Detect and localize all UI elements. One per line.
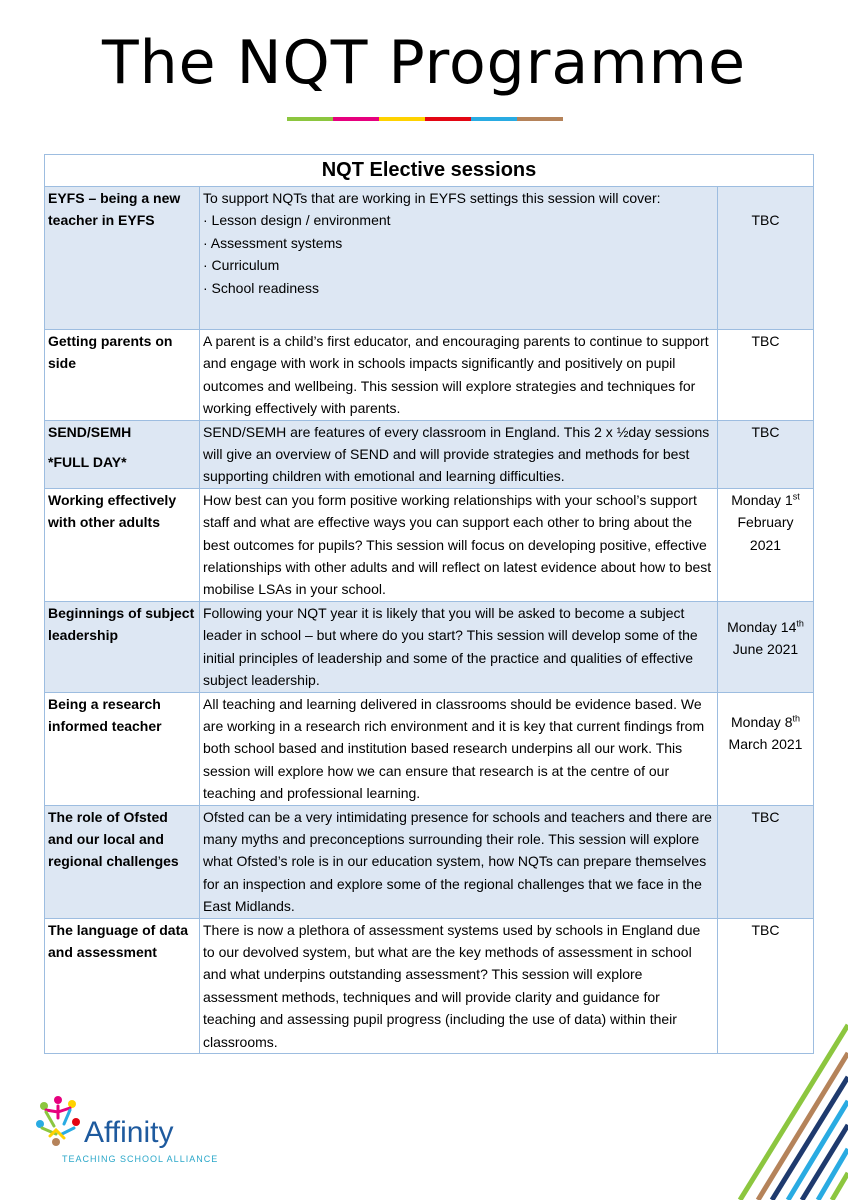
session-description bbox=[200, 187, 718, 330]
session-name: Being a research informed teacher bbox=[45, 692, 200, 805]
page-title: The NQT Programme bbox=[101, 28, 746, 98]
session-name-line: SEND/SEMH bbox=[48, 423, 132, 440]
elective-sessions-table bbox=[44, 154, 814, 1054]
table-header-row bbox=[45, 155, 814, 187]
accent-segment-green bbox=[287, 117, 333, 121]
accent-segment-yellow bbox=[379, 117, 425, 121]
session-bullet: · School readiness bbox=[203, 279, 319, 296]
session-name: The role of Ofsted and our local and regional challenges bbox=[45, 805, 200, 918]
session-description: There is now a plethora of assessment systems used by schools in England due to our devolved system, but what are the key methods of assessment in school and what underpins outstanding assessment? This session will explore assessment methods, techniques and will provide clarity and guidance for teaching and assessing pupil progress (including the use of data) within their classrooms. bbox=[200, 918, 718, 1053]
session-bullet: · Lesson design / environment bbox=[203, 212, 391, 229]
table-row bbox=[45, 488, 814, 601]
session-date-day: Monday 1 bbox=[731, 491, 793, 508]
accent-segment-pink bbox=[333, 117, 379, 121]
session-date-rest: March 2021 bbox=[728, 735, 803, 752]
session-date-suffix: th bbox=[792, 712, 800, 723]
session-name-line: teacher in EYFS bbox=[48, 212, 155, 229]
table-row bbox=[45, 601, 814, 692]
session-date-day: Monday 14 bbox=[727, 618, 797, 635]
session-name-line: EYFS – being a new bbox=[48, 190, 181, 206]
session-name: The language of data and assessment bbox=[45, 918, 200, 1053]
session-date-suffix: th bbox=[796, 618, 804, 629]
table-heading: NQT Elective sessions bbox=[45, 155, 814, 187]
table-row bbox=[45, 692, 814, 805]
session-date: TBC bbox=[718, 918, 814, 1053]
session-date bbox=[718, 692, 814, 805]
session-description-intro: To support NQTs that are working in EYFS settings this session will cover: bbox=[203, 190, 661, 206]
session-name bbox=[45, 187, 200, 330]
session-name: Getting parents on side bbox=[45, 330, 200, 421]
session-bullet: · Curriculum bbox=[203, 257, 280, 274]
session-date-rest: June 2021 bbox=[732, 641, 799, 658]
session-description: A parent is a child’s first educator, and encouraging parents to continue to support and engage with work in schools impacts significantly and positively on pupil outcomes and wellbeing. This session will explore strategies and techniques for working effectively with parents. bbox=[200, 330, 718, 421]
session-description: Ofsted can be a very intimidating presence for schools and teachers and there are many myths and preconceptions surrounding their role. This session will explore what Ofsted’s role is in our education system, how NQTs can prepare themselves for an inspection and explore some of the regional challenges that we face in the East Midlands. bbox=[200, 805, 718, 918]
session-date-rest: February 2021 bbox=[737, 514, 794, 553]
session-name: Working effectively with other adults bbox=[45, 488, 200, 601]
session-name-note: *FULL DAY* bbox=[48, 454, 127, 471]
session-description: How best can you form positive working relationships with your school’s support staff and what are effective ways you can support each other to bring about the best outcomes for pupils? This session will focus on developing positive, effective relationships with other adults and will reflect on latest evidence about how to best mobilise LSAs in your school. bbox=[200, 488, 718, 601]
accent-color-bar bbox=[287, 117, 563, 121]
session-date bbox=[718, 601, 814, 692]
session-date bbox=[718, 488, 814, 601]
session-description: Following your NQT year it is likely that you will be asked to become a subject leader in school – but where do you start? This session will develop some of the initial principles of leadership and some of the practice and qualities of effective subject leadership. bbox=[200, 601, 718, 692]
table-row bbox=[45, 187, 814, 330]
session-date: TBC bbox=[718, 805, 814, 918]
affinity-figures-icon bbox=[36, 1096, 80, 1146]
accent-segment-red bbox=[425, 117, 471, 121]
session-description: All teaching and learning delivered in classrooms should be evidence based. We are working in a research rich environment and it is key that current findings from both school based and institution based research underpins all our work. This session will explore how we can ensure that research is at the centre of our teaching and professional learning. bbox=[200, 692, 718, 805]
session-name bbox=[45, 420, 200, 488]
session-bullet: · Assessment systems bbox=[203, 234, 343, 251]
session-date-suffix: st bbox=[792, 491, 800, 502]
table-row bbox=[45, 330, 814, 421]
session-name: Beginnings of subject leadership bbox=[45, 601, 200, 692]
logo-wordmark: Affinity bbox=[84, 1116, 174, 1149]
session-date: TBC bbox=[718, 420, 814, 488]
logo-tagline: TEACHING SCHOOL ALLIANCE bbox=[62, 1154, 219, 1164]
accent-segment-blue bbox=[471, 117, 517, 121]
session-description: SEND/SEMH are features of every classroom in England. This 2 x ½day sessions will give an overview of SEND and will provide strategies and methods for best supporting children with emotional and learning difficulties. bbox=[200, 420, 718, 488]
session-date-day: Monday 8 bbox=[731, 713, 793, 730]
table-row bbox=[45, 805, 814, 918]
table-row bbox=[45, 918, 814, 1053]
session-date: TBC bbox=[718, 187, 814, 330]
decorative-stripes bbox=[700, 1015, 848, 1200]
session-date: TBC bbox=[718, 330, 814, 421]
accent-segment-brown bbox=[517, 117, 563, 121]
table-row bbox=[45, 420, 814, 488]
